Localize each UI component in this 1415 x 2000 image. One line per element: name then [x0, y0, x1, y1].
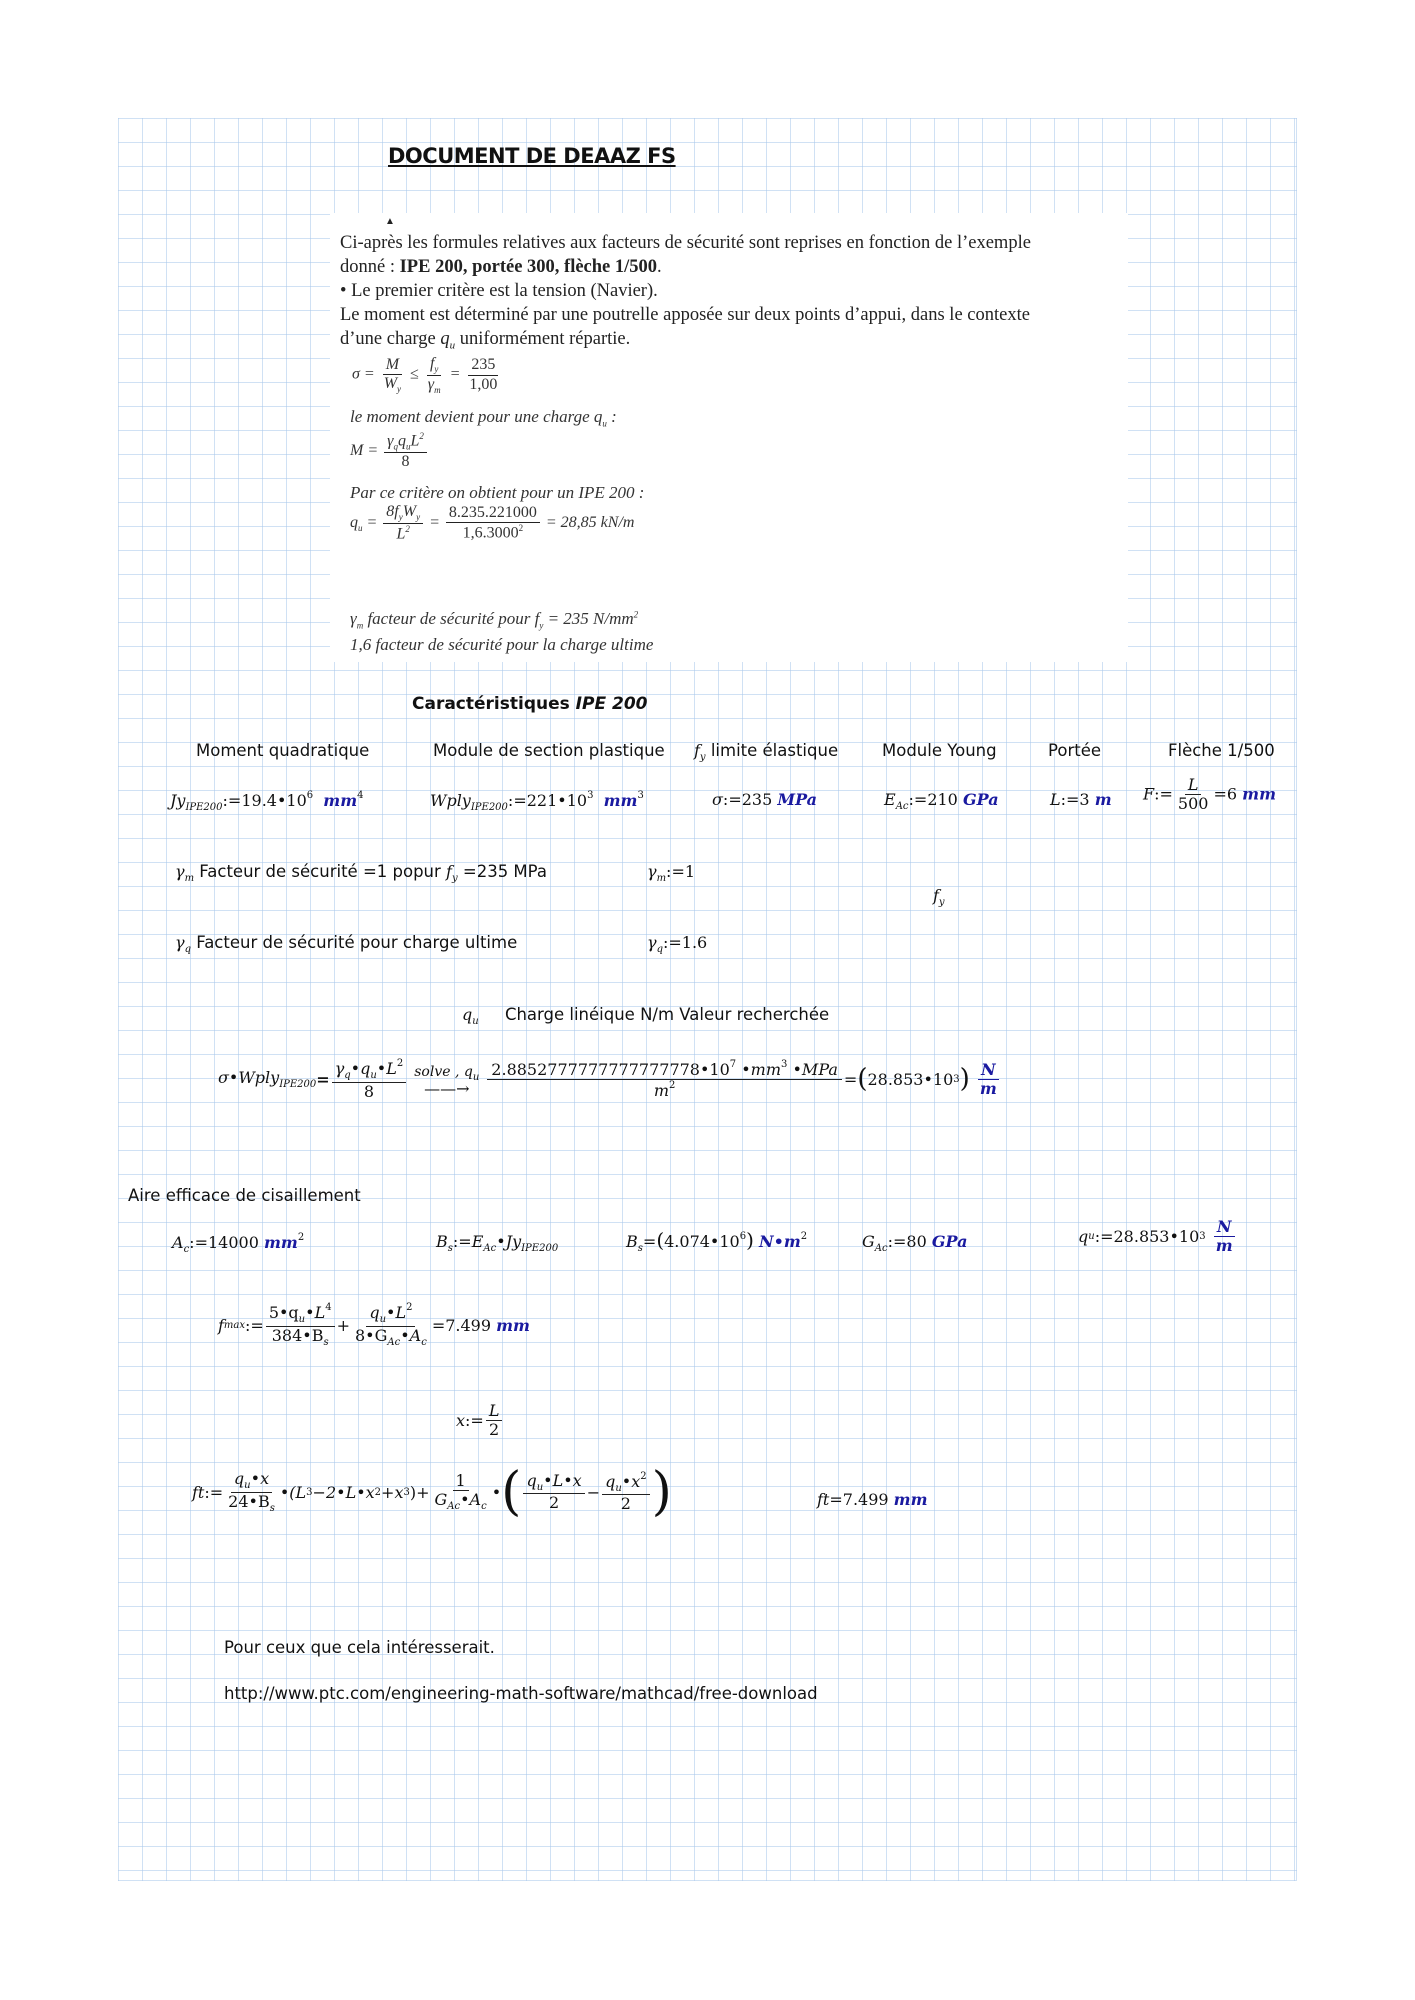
- fmax-result: =7.499: [431, 1315, 492, 1335]
- intro-line-1: Ci-après les formules relatives aux facteurs de sécurité sont reprises en fonction de l’exemple: [340, 233, 1031, 253]
- eq1-le: ≤: [410, 365, 419, 383]
- intro-qu-sub: u: [449, 339, 456, 352]
- ft-result-unit: mm: [893, 1490, 928, 1509]
- qu-value: 28.853•10: [1113, 1227, 1200, 1247]
- eac-sub: Ac: [895, 801, 909, 812]
- bs-paren-close: ): [746, 1228, 754, 1252]
- fmax-num2: q: [369, 1303, 380, 1322]
- col-label-module-section: Module de section plastique: [433, 741, 665, 760]
- qu-label: [462, 1005, 829, 1027]
- eq3-num1-W-sub: y: [416, 512, 421, 523]
- note-1-6: 1,6 facteur de sécurité pour la charge ultime: [350, 635, 654, 654]
- gamma-q-label-sub: q: [184, 944, 191, 955]
- def-L[interactable]: [1050, 790, 1112, 809]
- eac-unit: GPa: [962, 790, 999, 809]
- col-label-fleche: Flèche 1/500: [1168, 741, 1275, 760]
- eac-assign: :=: [908, 790, 928, 809]
- def-fmax[interactable]: [218, 1302, 530, 1348]
- solve-result-mm: •mm: [736, 1059, 782, 1079]
- solve-num-q-sub: u: [370, 1070, 377, 1081]
- solve-result-den-exp: 2: [669, 1079, 676, 1091]
- col-label-portee: Portée: [1048, 741, 1102, 760]
- sigma-name: σ: [712, 790, 723, 809]
- note1-gamma: γ: [350, 609, 357, 628]
- intro-line-5-prefix: d’une charge: [340, 329, 441, 349]
- note1-text: facteur de sécurité pour f: [363, 609, 540, 628]
- eq2-lhs: M =: [350, 441, 379, 459]
- eq3-den2: 1,6.3000: [462, 524, 519, 542]
- ft-den1-sub: s: [269, 1502, 275, 1514]
- fy-var: f: [694, 741, 700, 760]
- eq-moment: [350, 431, 429, 471]
- bs-val-unit-exp: 2: [800, 1231, 808, 1242]
- jy-unit-exp: 4: [357, 790, 364, 801]
- jy-value: 19.4: [241, 791, 277, 810]
- ac-sub: c: [183, 1244, 190, 1255]
- eq1-den3: 1,00: [469, 375, 498, 393]
- ft-den1: 24•B: [228, 1491, 270, 1511]
- ft-mid-2: −2•L•x: [312, 1482, 375, 1502]
- solve-result-exp: 7: [729, 1058, 737, 1070]
- gac-name: G: [862, 1232, 875, 1251]
- gamma-m-assign: :=: [666, 862, 685, 881]
- note1-fy-sub: y: [539, 620, 544, 631]
- solve-final-value: 28.853•10: [867, 1069, 954, 1089]
- embedded-text-image: [330, 213, 1128, 662]
- ft-num1: q: [233, 1469, 245, 1488]
- fmax-unit: mm: [496, 1315, 530, 1335]
- gamma-m-label-fy-sub: y: [451, 873, 458, 884]
- ft-den2-sub: Ac: [447, 1500, 461, 1512]
- eac-name: E: [884, 790, 896, 809]
- ft-den2: G: [434, 1489, 448, 1509]
- solve-result-mpa: •MPa: [787, 1059, 838, 1079]
- jy-name: Jy: [170, 791, 186, 810]
- fmax-den1: 384•B: [271, 1325, 324, 1345]
- eq3-eq2: =: [429, 513, 440, 531]
- ft-minus: −: [586, 1482, 601, 1502]
- text-moment-sub: u: [602, 418, 607, 429]
- x-den: 2: [489, 1420, 500, 1440]
- gamma-q-assign: :=: [662, 933, 682, 952]
- def-gamma-m[interactable]: [647, 862, 695, 884]
- sigma-assign: :=: [722, 790, 742, 809]
- ft-den2-sub2: c: [481, 1500, 487, 1512]
- ft-den2-A: •A: [460, 1489, 482, 1509]
- gamma-q-value: 1.6: [681, 933, 708, 952]
- solve-num-gamma-sub: q: [344, 1070, 351, 1081]
- fmax-num1-sup: 4: [325, 1302, 332, 1313]
- qu-assign: :=: [1094, 1227, 1114, 1247]
- L-value: 3: [1079, 790, 1090, 809]
- solve-bool-eq: =: [316, 1069, 330, 1089]
- fy-orphan-name: f: [933, 886, 939, 905]
- solve-equation[interactable]: [218, 1058, 1002, 1101]
- L-unit: m: [1094, 790, 1112, 809]
- qu-unit-den: m: [1215, 1236, 1233, 1256]
- note1-gamma-sub: m: [356, 620, 364, 631]
- intro-line-3: • Le premier critère est la tension (Navier).: [340, 281, 658, 301]
- gamma-q-label-var: γ: [175, 933, 185, 952]
- ft-pnum2-sub: u: [615, 1482, 622, 1494]
- eq-qu-ipe200: [350, 503, 634, 543]
- eq3-lhs-sub: u: [358, 522, 363, 533]
- eq3-lhs: q: [350, 513, 358, 531]
- solve-lhs-sub: IPE200: [279, 1079, 317, 1091]
- def-gac[interactable]: [862, 1232, 968, 1254]
- eval-ft[interactable]: [817, 1490, 928, 1509]
- x-assign: :=: [465, 1411, 484, 1431]
- text-moment-main: le moment devient pour une charge q: [350, 407, 603, 426]
- solve-den: 8: [363, 1081, 375, 1101]
- eq3-den2-sup: 2: [518, 522, 524, 533]
- eac-value: 210: [927, 790, 958, 809]
- intro-line-2-bold: IPE 200, portée 300, flèche 1/500: [399, 257, 658, 277]
- ft-pnum2: q: [605, 1471, 616, 1491]
- eq2-L: L: [410, 432, 420, 450]
- fy-orphan-var: [933, 886, 945, 908]
- ft-num2: 1: [453, 1472, 469, 1491]
- bs-val-value: 4.074•10: [664, 1232, 740, 1251]
- fmax-den2: 8•G: [354, 1325, 388, 1345]
- intro-line-2-prefix: donné :: [340, 257, 400, 277]
- ft-mid-sup2: 2: [374, 1486, 382, 1498]
- ft-mid-1: •(L: [279, 1482, 307, 1502]
- fmax-num2-L: •L: [386, 1303, 407, 1322]
- fmax-num1: 5•q: [268, 1303, 299, 1322]
- eq3-eq: =: [366, 513, 378, 531]
- eq1-den1-sub: y: [397, 384, 402, 395]
- gamma-m-label-end: =235 MPa: [457, 862, 547, 881]
- qu-exp: 3: [1199, 1231, 1206, 1243]
- bs-def-E: E: [471, 1232, 484, 1251]
- gamma-m-label-fy: f: [446, 862, 452, 881]
- ft-num1-sub: u: [244, 1480, 251, 1491]
- limite-elastique-text: limite élastique: [705, 741, 839, 760]
- eq2-gamma: γ: [387, 432, 394, 450]
- bs-def-sub: s: [447, 1243, 453, 1254]
- qu-sub: u: [1088, 1231, 1095, 1243]
- solve-lhs: [218, 1068, 316, 1090]
- eq2-den: 8: [401, 452, 410, 470]
- ft-result-name: ft: [817, 1490, 830, 1509]
- fmax-name: f: [218, 1315, 224, 1335]
- eq1-den2-sub: m: [434, 384, 441, 395]
- def-wply-ipe200[interactable]: [430, 790, 644, 813]
- jy-exp: 6: [306, 790, 314, 801]
- x-name: x: [456, 1411, 466, 1431]
- gac-unit: GPa: [931, 1232, 968, 1251]
- eq1-num2: f: [429, 355, 435, 372]
- jy-assign: :=: [222, 791, 242, 810]
- eq1-lhs: σ =: [352, 365, 375, 383]
- L-name: L: [1050, 790, 1061, 809]
- eq1-num2-sub: y: [434, 364, 439, 375]
- ft-num1-x: •x: [250, 1469, 270, 1488]
- fmax-den2-sub: Ac: [387, 1336, 401, 1348]
- fmax-den2-A: •A: [400, 1325, 422, 1345]
- wply-assign: :=: [507, 791, 527, 810]
- bs-def-Jy-sub: IPE200: [521, 1243, 559, 1254]
- eq3-num1: 8f: [386, 503, 399, 520]
- bs-paren-open: (: [656, 1228, 665, 1252]
- note1-end: = 235 N/mm: [543, 609, 634, 628]
- solve-keyword-arrow: [414, 1064, 479, 1096]
- wply-name: Wply: [430, 791, 471, 810]
- shear-heading: Aire efficace de cisaillement: [128, 1186, 361, 1205]
- eval-bs[interactable]: [626, 1228, 807, 1254]
- def-sigma[interactable]: [712, 790, 817, 809]
- gac-value: 80: [906, 1232, 927, 1251]
- ft-pnum1: q: [526, 1470, 537, 1490]
- eq3-num2: 8.235.221000: [446, 504, 540, 523]
- wply-base: 10: [566, 791, 588, 810]
- ft-plus: +: [416, 1482, 430, 1502]
- ac-unit: mm: [263, 1233, 298, 1252]
- solve-final-exp: 3: [953, 1073, 960, 1085]
- gamma-q-sub: q: [656, 944, 663, 955]
- text-par-ce-critere: Par ce critère on obtient pour un IPE 200 :: [350, 483, 645, 502]
- gamma-m-value: 1: [684, 862, 696, 881]
- ft-name: ft: [192, 1482, 205, 1502]
- qu-label-text: Charge linéique N/m Valeur recherchée: [504, 1005, 830, 1024]
- bs-val-sub: s: [637, 1243, 643, 1254]
- jy-unit: mm: [323, 791, 358, 810]
- def-jy-ipe200[interactable]: [170, 790, 364, 813]
- gac-sub: Ac: [874, 1243, 888, 1254]
- solve-lhs-text: σ•Wply: [218, 1068, 280, 1088]
- bs-def-Jy: Jy: [505, 1232, 522, 1251]
- gamma-q-label-text: Facteur de sécurité pour charge ultime: [190, 933, 518, 952]
- eq1-den2: γ: [427, 375, 435, 393]
- def-x[interactable]: [456, 1402, 504, 1440]
- bs-val-name: B: [626, 1232, 638, 1251]
- intro-line-5: [340, 329, 630, 352]
- eq3-result: = 28,85 kN/m: [545, 513, 635, 531]
- text-moment-end: :: [606, 407, 617, 426]
- ft-assign: :=: [204, 1482, 224, 1502]
- bs-val-eq: =: [642, 1232, 657, 1251]
- def-e-ac[interactable]: [884, 790, 999, 812]
- solve-result-den: m: [653, 1080, 669, 1100]
- sigma-value: 235: [741, 790, 773, 809]
- bs-val-unit: N•m: [759, 1232, 801, 1251]
- paren-close: ): [959, 1064, 970, 1095]
- solve-final-eq: =: [843, 1069, 858, 1089]
- ft-dot: •: [491, 1482, 502, 1502]
- wply-exp: 3: [587, 790, 594, 801]
- solve-keyword-text: solve , q: [414, 1063, 473, 1080]
- solve-arrow: →: [456, 1078, 470, 1098]
- def-ft[interactable]: [192, 1462, 672, 1522]
- paren-open: (: [857, 1064, 868, 1095]
- characteristics-heading: [412, 694, 647, 714]
- bs-val-exp: 6: [739, 1231, 747, 1242]
- eq2-q-sub: u: [405, 441, 411, 452]
- intro-line-4: Le moment est déterminé par une poutrelle apposée sur deux points d’appui, dans le contexte: [340, 305, 1030, 325]
- eq3-num1-W: W: [402, 503, 417, 520]
- col-label-limite-elastique: [694, 741, 838, 763]
- eq3-num1-sub: y: [398, 512, 403, 523]
- solve-result-num: 2.8852777777777777778•10: [491, 1059, 730, 1079]
- eq3-den1: L: [396, 524, 406, 542]
- eq2-q: q: [397, 432, 406, 450]
- jy-sub: IPE200: [185, 802, 223, 813]
- ft-pnum2-sup: 2: [640, 1470, 647, 1482]
- intro-line-2: [340, 257, 662, 278]
- def-qu[interactable]: [1078, 1218, 1238, 1256]
- bs-def-assign: :=: [452, 1232, 472, 1251]
- col-label-module-young: Module Young: [882, 741, 997, 760]
- ft-mid-sup1: 3: [306, 1486, 313, 1498]
- ft-pnum2-rest: •x: [621, 1471, 641, 1491]
- fmax-num1-sub: u: [298, 1314, 306, 1325]
- document-title: DOCUMENT DE DEAAZ FS: [388, 144, 676, 168]
- intro-line-2-suffix: .: [657, 257, 662, 277]
- ac-name: A: [172, 1233, 184, 1252]
- eq1-num1: M: [383, 356, 402, 375]
- F-name: F: [1143, 784, 1155, 804]
- ac-value: 14000: [207, 1233, 259, 1252]
- note1-sup: 2: [633, 609, 639, 620]
- qu-name: q: [1078, 1227, 1089, 1247]
- heading-prefix: Caractéristiques: [412, 694, 576, 714]
- ac-assign: :=: [189, 1233, 208, 1252]
- x-num: L: [486, 1402, 503, 1421]
- F-num: L: [1185, 776, 1202, 795]
- ft-mid-4: ): [409, 1482, 417, 1502]
- solve-num-q: •q: [350, 1059, 371, 1078]
- wply-unit-exp: 3: [637, 790, 644, 801]
- F-unit: mm: [1242, 784, 1276, 804]
- bullet-marker: ▲: [385, 216, 395, 227]
- bs-def-name: B: [436, 1232, 448, 1251]
- solve-final-unit-num: N: [978, 1061, 999, 1080]
- def-bs[interactable]: [436, 1232, 558, 1254]
- ft-big-paren-open: (: [501, 1462, 522, 1522]
- qu-label-var: q: [462, 1005, 473, 1024]
- F-assign: :=: [1154, 784, 1173, 804]
- footer-link[interactable]: http://www.ptc.com/engineering-math-software/mathcad/free-download: [224, 1684, 818, 1703]
- gamma-q-name: γ: [647, 933, 657, 952]
- jy-dot: •: [276, 791, 287, 810]
- heading-italic: IPE 200: [575, 694, 648, 714]
- fmax-den1-sub: s: [323, 1336, 329, 1348]
- intro-qu-var: q: [440, 329, 450, 349]
- fmax-num2-sup: 2: [406, 1302, 413, 1313]
- ft-pnum1-rest: •L•x: [543, 1470, 582, 1490]
- sigma-unit: MPa: [777, 790, 818, 809]
- solve-result-mm-exp: 3: [781, 1058, 788, 1070]
- L-assign: :=: [1060, 790, 1080, 809]
- fmax-num1-L: •L: [305, 1303, 326, 1322]
- ft-pden2: 2: [620, 1494, 631, 1514]
- eq2-gamma-sub: q: [393, 441, 398, 452]
- fmax-sub: max: [223, 1319, 246, 1331]
- eq1-den1: W: [383, 374, 398, 392]
- gamma-m-label-text: Facteur de sécurité =1 popur: [194, 862, 447, 881]
- qu-unit-num: N: [1214, 1218, 1235, 1237]
- fmax-den2-sub2: c: [421, 1336, 427, 1348]
- fmax-plus: +: [336, 1315, 350, 1335]
- eq1-eq: =: [449, 365, 461, 383]
- gamma-m-label-var: γ: [175, 862, 185, 881]
- wply-sub: IPE200: [470, 802, 508, 813]
- intro-line-5-suffix: uniformément répartie.: [455, 329, 631, 349]
- solve-final-unit-den: m: [979, 1078, 997, 1098]
- wply-dot: •: [557, 791, 567, 810]
- jy-base: 10: [286, 791, 307, 810]
- gamma-m-label: [175, 862, 547, 884]
- gamma-q-label: [175, 933, 517, 955]
- gamma-m-sub: m: [656, 873, 667, 884]
- ft-result-value: =7.499: [829, 1490, 889, 1509]
- footer-note: Pour ceux que cela intéresserait.: [224, 1638, 495, 1657]
- wply-value: 221: [526, 791, 558, 810]
- bs-def-dot: •: [496, 1232, 506, 1251]
- ac-unit-exp: 2: [297, 1232, 305, 1243]
- solve-num-L-sup: 2: [396, 1058, 404, 1069]
- def-gamma-q[interactable]: [647, 933, 707, 955]
- def-ac[interactable]: [172, 1232, 304, 1255]
- gac-assign: :=: [887, 1232, 907, 1251]
- solve-keyword-sub: u: [472, 1071, 480, 1083]
- eq1-num3: 235: [468, 356, 498, 375]
- arrow-icon: ——→: [424, 1078, 470, 1098]
- bs-def-E-sub: Ac: [483, 1243, 497, 1254]
- ft-pden1: 2: [548, 1493, 560, 1513]
- fy-sub: y: [699, 752, 706, 763]
- note-gamma-m: [350, 609, 638, 630]
- fmax-assign: :=: [245, 1315, 264, 1335]
- wply-unit: mm: [603, 791, 638, 810]
- ft-mid-3: +x: [381, 1482, 404, 1502]
- solve-num-L: •L: [376, 1059, 397, 1078]
- gamma-m-name: γ: [647, 862, 657, 881]
- F-den: 500: [1177, 794, 1209, 814]
- fy-orphan-sub: y: [938, 897, 945, 908]
- text-moment-devient: [350, 407, 617, 428]
- def-F[interactable]: [1143, 776, 1276, 814]
- fmax-num2-sub: u: [379, 1314, 387, 1325]
- qu-label-sub: u: [472, 1016, 479, 1027]
- F-result: =6: [1213, 784, 1238, 804]
- eq2-L-sup: 2: [419, 431, 424, 441]
- gamma-m-label-sub: m: [184, 873, 195, 884]
- ft-pnum1-sub: u: [536, 1481, 544, 1493]
- eq3-den1-sup: 2: [405, 523, 410, 534]
- solve-num-gamma: γ: [334, 1059, 345, 1078]
- col-label-moment-quadratique: Moment quadratique: [196, 741, 370, 760]
- eq-sigma-navier: [352, 355, 502, 395]
- ft-mid-sup3: 3: [403, 1486, 410, 1498]
- ft-big-paren-close: ): [651, 1462, 672, 1522]
